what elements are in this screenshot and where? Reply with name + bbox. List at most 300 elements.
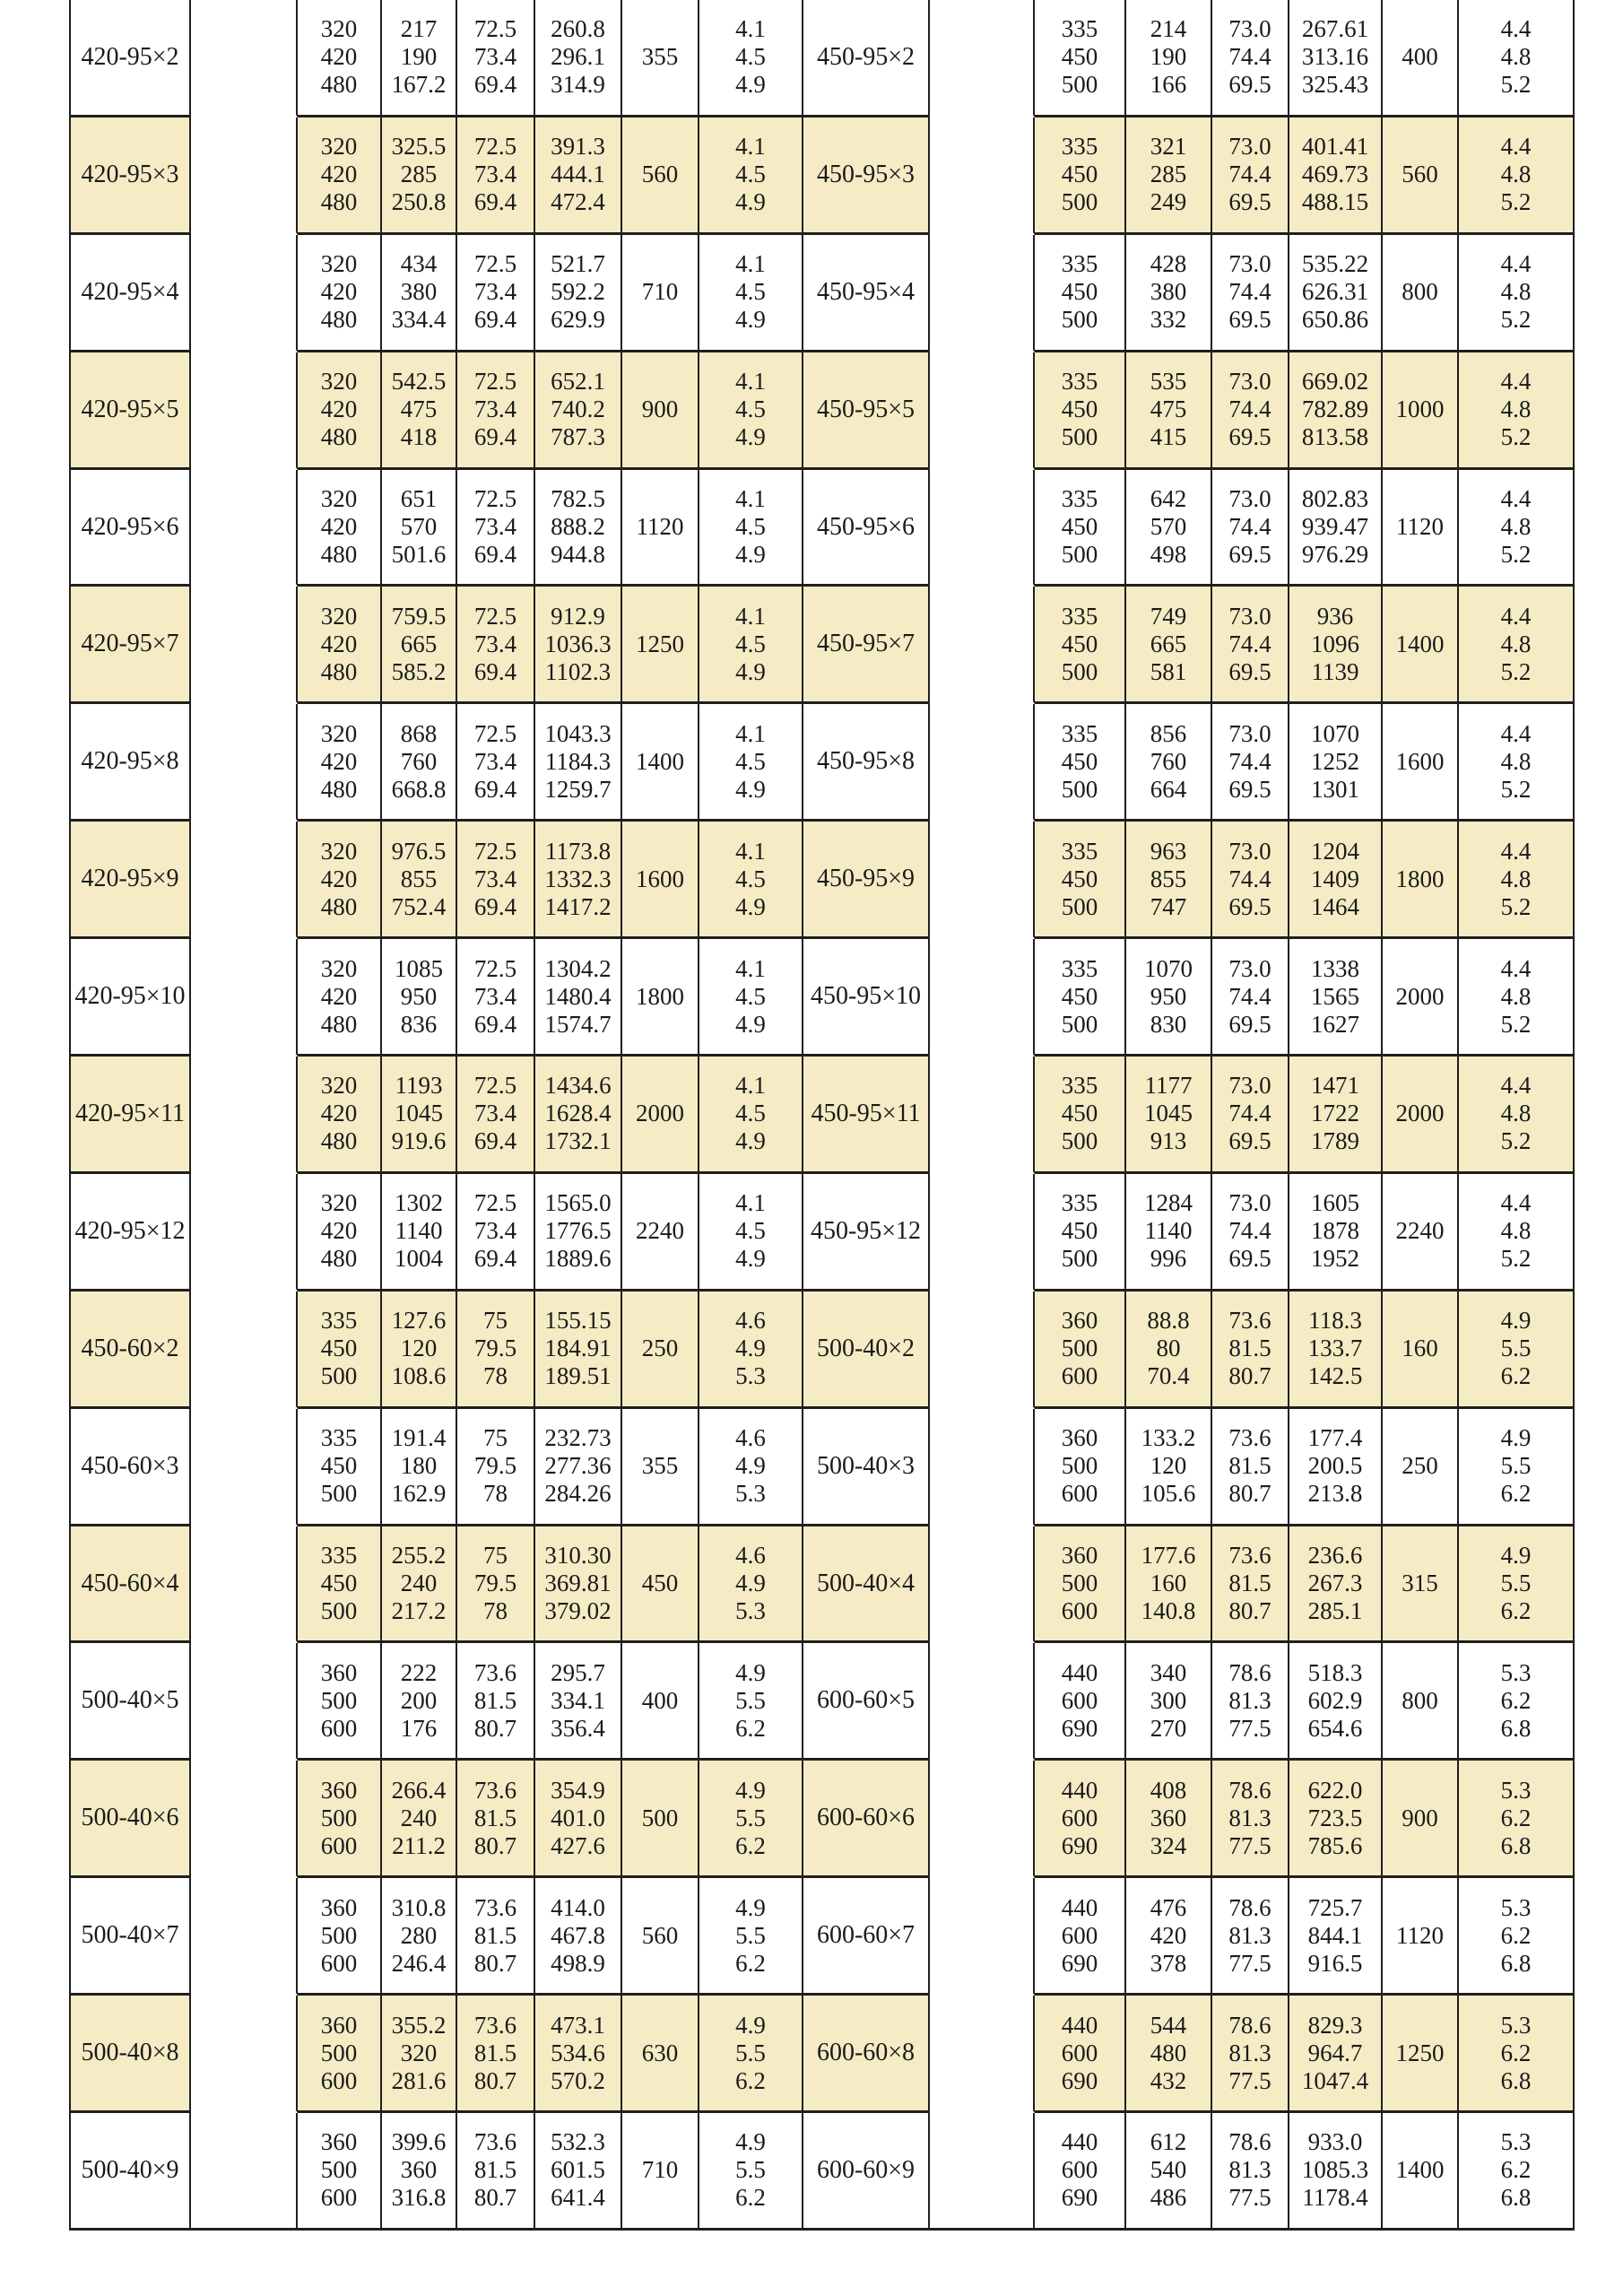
left-head-cell-value: 325.5 [391, 133, 447, 161]
left-efficiency-cell-value: 72.5 [473, 719, 517, 747]
left-power-cell-value: 444.1 [551, 161, 605, 188]
left-motor-cell-value: 560 [641, 161, 679, 188]
right-flow-cell-value: 440 [1061, 2128, 1098, 2156]
left-power-cell [535, 2113, 622, 2231]
left-head-cell-value: 434 [400, 250, 438, 278]
right-npsh-cell-value: 4.8 [1500, 161, 1532, 188]
right-model-cell-value: 450-95×5 [816, 395, 916, 423]
left-efficiency-cell-value: 69.4 [473, 892, 517, 920]
left-efficiency-cell-value: 73.4 [473, 747, 517, 775]
right-npsh-cell-value: 5.2 [1500, 71, 1532, 99]
right-power-cell-value: 782.89 [1301, 396, 1369, 423]
pump-table-grid [69, 0, 1575, 2231]
left-power-cell-value: 1480.4 [544, 982, 612, 1010]
right-npsh-cell-value: 6.8 [1500, 2066, 1532, 2094]
right-npsh-cell [1459, 1057, 1575, 1174]
left-motor-cell-value: 2240 [636, 1217, 684, 1245]
left-model-cell-value: 420-95×6 [81, 512, 179, 541]
left-power-cell-value: 1184.3 [544, 747, 612, 775]
right-flow-cell-value: 335 [1061, 1072, 1098, 1100]
left-head-cell-value: 1302 [395, 1189, 443, 1217]
left-motor-cell-value: 1600 [636, 865, 684, 892]
right-power-cell [1289, 0, 1383, 117]
left-efficiency-cell-value: 69.4 [473, 306, 517, 334]
left-flow-cell-value: 335 [320, 1542, 358, 1570]
left-flow-cell-value: 450 [320, 1570, 358, 1597]
right-head-cell-value: 88.8 [1147, 1307, 1190, 1335]
right-model-cell-value: 500-40×4 [816, 1569, 916, 1597]
right-efficiency-cell-value: 73.0 [1228, 1072, 1271, 1100]
right-npsh-cell-value: 4.8 [1500, 396, 1532, 423]
left-head-cell [382, 1292, 457, 1409]
left-power-cell [535, 1643, 622, 1761]
left-motor-cell [622, 1996, 699, 2113]
left-separator-cell [191, 1878, 298, 1996]
right-model-cell-value: 500-40×3 [816, 1451, 916, 1480]
left-flow-cell-value: 480 [320, 892, 358, 920]
left-npsh-cell-value: 4.6 [735, 1307, 766, 1335]
right-flow-cell-value: 335 [1061, 133, 1098, 161]
right-model-cell-value: 600-60×6 [816, 1804, 916, 1832]
right-efficiency-cell [1212, 704, 1289, 822]
left-npsh-cell-value: 4.9 [735, 306, 766, 334]
left-power-cell [535, 1761, 622, 1878]
right-head-cell-value: 428 [1150, 250, 1187, 278]
right-head-cell [1126, 1878, 1212, 1996]
left-model-cell [69, 1292, 191, 1409]
right-head-cell-value: 120 [1150, 1452, 1187, 1480]
left-efficiency-cell-value: 72.5 [473, 133, 517, 161]
right-npsh-cell-value: 4.8 [1500, 747, 1532, 775]
right-model-cell-value: 450-95×3 [816, 160, 916, 188]
left-power-cell-value: 334.1 [551, 1686, 605, 1714]
right-npsh-cell-value: 5.2 [1500, 306, 1532, 334]
right-npsh-cell-value: 6.8 [1500, 1949, 1532, 1977]
left-flow-cell-value: 420 [320, 396, 358, 423]
right-npsh-cell-value: 4.8 [1500, 1100, 1532, 1127]
left-npsh-cell-value: 6.2 [735, 1831, 766, 1859]
left-power-cell-value: 379.02 [544, 1597, 612, 1625]
right-head-cell [1126, 1174, 1212, 1292]
right-separator-cell [930, 1292, 1035, 1409]
right-model-cell [803, 117, 930, 235]
left-npsh-cell-value: 4.9 [735, 1335, 766, 1362]
left-head-cell [382, 117, 457, 235]
right-flow-cell [1035, 1761, 1126, 1878]
left-head-cell-value: 475 [400, 396, 438, 423]
right-efficiency-cell-value: 77.5 [1228, 1949, 1271, 1977]
left-flow-cell-value: 480 [320, 306, 358, 334]
right-efficiency-cell-value: 74.4 [1228, 865, 1271, 892]
left-head-cell-value: 127.6 [391, 1307, 447, 1335]
right-head-cell-value: 540 [1150, 2156, 1187, 2184]
left-model-cell-value: 420-95×4 [81, 277, 179, 306]
left-model-cell-value: 420-95×7 [81, 630, 179, 658]
right-model-cell [803, 587, 930, 704]
right-separator-cell [930, 117, 1035, 235]
left-motor-cell [622, 1643, 699, 1761]
right-npsh-cell-value: 6.2 [1500, 1686, 1532, 1714]
left-model-cell [69, 587, 191, 704]
right-power-cell-value: 602.9 [1307, 1686, 1363, 1714]
left-flow-cell-value: 600 [320, 1949, 358, 1977]
left-model-cell [69, 1057, 191, 1174]
right-motor-cell-value: 1400 [1395, 630, 1445, 657]
right-head-cell [1126, 1057, 1212, 1174]
right-flow-cell-value: 450 [1061, 161, 1098, 188]
left-motor-cell [622, 352, 699, 470]
right-head-cell-value: 1070 [1144, 954, 1193, 982]
left-head-cell-value: 1004 [395, 1245, 443, 1273]
left-flow-cell-value: 480 [320, 1127, 358, 1155]
right-npsh-cell [1459, 1878, 1575, 1996]
left-separator-cell [191, 822, 298, 939]
right-efficiency-cell-value: 69.5 [1228, 1245, 1271, 1273]
right-power-cell [1289, 587, 1383, 704]
left-power-cell-value: 641.4 [551, 2184, 605, 2212]
right-motor-cell-value: 2000 [1395, 1100, 1445, 1127]
right-efficiency-cell-value: 74.4 [1228, 513, 1271, 540]
right-flow-cell-value: 450 [1061, 43, 1098, 71]
left-head-cell [382, 822, 457, 939]
left-npsh-cell-value: 4.9 [735, 1776, 766, 1804]
right-flow-cell-value: 500 [1061, 306, 1098, 334]
left-power-cell-value: 912.9 [551, 602, 605, 630]
left-power-cell-value: 521.7 [551, 250, 605, 278]
left-efficiency-cell [457, 470, 535, 587]
right-efficiency-cell-value: 69.5 [1228, 306, 1271, 334]
right-npsh-cell [1459, 822, 1575, 939]
right-head-cell [1126, 470, 1212, 587]
left-head-cell-value: 240 [400, 1570, 438, 1597]
right-motor-cell [1383, 117, 1459, 235]
left-efficiency-cell-value: 69.4 [473, 188, 517, 216]
right-power-cell [1289, 2113, 1383, 2231]
right-efficiency-cell-value: 73.0 [1228, 133, 1271, 161]
right-flow-cell [1035, 1409, 1126, 1526]
right-flow-cell [1035, 1057, 1126, 1174]
right-flow-cell-value: 600 [1061, 1597, 1098, 1625]
left-flow-cell [298, 470, 382, 587]
right-power-cell-value: 785.6 [1307, 1831, 1363, 1859]
left-model-cell [69, 939, 191, 1057]
right-motor-cell [1383, 235, 1459, 352]
right-head-cell-value: 1045 [1144, 1100, 1193, 1127]
right-power-cell [1289, 704, 1383, 822]
left-npsh-cell-value: 4.5 [735, 747, 766, 775]
right-efficiency-cell [1212, 1526, 1289, 1644]
left-efficiency-cell-value: 73.4 [473, 396, 517, 423]
right-flow-cell [1035, 0, 1126, 117]
right-power-cell [1289, 470, 1383, 587]
right-efficiency-cell-value: 77.5 [1228, 1831, 1271, 1859]
right-flow-cell-value: 450 [1061, 747, 1098, 775]
left-head-cell-value: 976.5 [391, 837, 447, 865]
right-power-cell-value: 939.47 [1301, 513, 1369, 540]
right-npsh-cell-value: 4.4 [1500, 368, 1532, 396]
left-npsh-cell-value: 4.1 [735, 485, 766, 512]
right-npsh-cell-value: 4.9 [1500, 1424, 1532, 1452]
right-motor-cell [1383, 1292, 1459, 1409]
right-power-cell-value: 1471 [1311, 1072, 1359, 1100]
right-model-cell [803, 0, 930, 117]
left-flow-cell-value: 500 [320, 1686, 358, 1714]
left-flow-cell-value: 600 [320, 1831, 358, 1859]
left-efficiency-cell-value: 73.4 [473, 1217, 517, 1245]
right-head-cell-value: 1284 [1144, 1189, 1193, 1217]
left-npsh-cell-value: 4.9 [735, 1570, 766, 1597]
left-efficiency-cell-value: 79.5 [473, 1570, 517, 1597]
left-npsh-cell [699, 235, 803, 352]
right-head-cell [1126, 1643, 1212, 1761]
right-power-cell-value: 626.31 [1301, 278, 1369, 306]
right-power-cell-value: 964.7 [1307, 2039, 1363, 2066]
left-motor-cell [622, 704, 699, 822]
left-npsh-cell [699, 2113, 803, 2231]
right-efficiency-cell [1212, 235, 1289, 352]
left-efficiency-cell [457, 1174, 535, 1292]
right-motor-cell-value: 2240 [1395, 1217, 1445, 1245]
right-flow-cell-value: 690 [1061, 1831, 1098, 1859]
right-motor-cell [1383, 822, 1459, 939]
left-efficiency-cell-value: 72.5 [473, 485, 517, 512]
right-head-cell-value: 544 [1150, 2011, 1187, 2039]
right-power-cell-value: 650.86 [1301, 306, 1369, 334]
right-head-cell-value: 324 [1150, 1831, 1187, 1859]
left-efficiency-cell-value: 75 [483, 1424, 508, 1452]
left-motor-cell [622, 470, 699, 587]
left-power-cell-value: 401.0 [551, 1804, 605, 1831]
left-head-cell [382, 1174, 457, 1292]
left-efficiency-cell-value: 69.4 [473, 1010, 517, 1038]
left-npsh-cell-value: 4.9 [735, 892, 766, 920]
left-npsh-cell-value: 4.1 [735, 719, 766, 747]
left-head-cell-value: 200 [400, 1686, 438, 1714]
left-power-cell-value: 1036.3 [544, 630, 612, 657]
right-power-cell-value: 518.3 [1307, 1658, 1363, 1686]
right-npsh-cell-value: 4.8 [1500, 982, 1532, 1010]
left-flow-cell [298, 1761, 382, 1878]
right-separator-cell [930, 1174, 1035, 1292]
right-efficiency-cell-value: 81.5 [1228, 1570, 1271, 1597]
left-head-cell-value: 585.2 [391, 657, 447, 685]
left-head-cell [382, 2113, 457, 2231]
left-model-cell [69, 1643, 191, 1761]
left-efficiency-cell-value: 73.4 [473, 630, 517, 657]
left-motor-cell [622, 1526, 699, 1644]
right-npsh-cell-value: 4.4 [1500, 954, 1532, 982]
left-efficiency-cell [457, 2113, 535, 2231]
right-efficiency-cell [1212, 1643, 1289, 1761]
left-power-cell [535, 704, 622, 822]
right-head-cell [1126, 587, 1212, 704]
left-motor-cell-value: 1250 [636, 630, 684, 657]
left-head-cell-value: 266.4 [391, 1776, 447, 1804]
right-efficiency-cell-value: 81.3 [1228, 1921, 1271, 1949]
left-model-cell [69, 235, 191, 352]
left-power-cell-value: 314.9 [551, 71, 605, 99]
right-npsh-cell-value: 4.4 [1500, 719, 1532, 747]
left-motor-cell [622, 235, 699, 352]
right-motor-cell [1383, 704, 1459, 822]
left-npsh-cell [699, 1292, 803, 1409]
right-power-cell-value: 1627 [1311, 1010, 1359, 1038]
right-efficiency-cell-value: 73.0 [1228, 954, 1271, 982]
left-flow-cell-value: 480 [320, 1010, 358, 1038]
pump-performance-table [69, 0, 1575, 2231]
right-npsh-cell-value: 4.9 [1500, 1542, 1532, 1570]
left-power-cell-value: 277.36 [544, 1452, 612, 1480]
left-npsh-cell-value: 5.5 [735, 1686, 766, 1714]
right-model-cell [803, 1174, 930, 1292]
left-head-cell-value: 176 [400, 1714, 438, 1742]
left-head-cell-value: 570 [400, 513, 438, 540]
left-efficiency-cell-value: 69.4 [473, 1127, 517, 1155]
left-flow-cell-value: 450 [320, 1452, 358, 1480]
right-power-cell-value: 1070 [1311, 719, 1359, 747]
left-model-cell-value: 450-60×4 [81, 1569, 179, 1597]
left-motor-cell [622, 587, 699, 704]
left-npsh-cell-value: 5.5 [735, 1921, 766, 1949]
right-npsh-cell-value: 4.4 [1500, 485, 1532, 512]
right-head-cell [1126, 1526, 1212, 1644]
right-npsh-cell-value: 6.2 [1500, 1480, 1532, 1508]
left-head-cell-value: 316.8 [391, 2184, 447, 2212]
left-efficiency-cell-value: 69.4 [473, 1245, 517, 1273]
right-head-cell-value: 432 [1150, 2066, 1187, 2094]
right-flow-cell-value: 450 [1061, 630, 1098, 657]
right-power-cell-value: 1878 [1311, 1217, 1359, 1245]
left-motor-cell-value: 1120 [636, 513, 684, 540]
left-power-cell-value: 944.8 [551, 541, 605, 568]
right-head-cell-value: 855 [1150, 865, 1187, 892]
left-npsh-cell [699, 704, 803, 822]
right-power-cell-value: 285.1 [1307, 1597, 1363, 1625]
right-model-cell-value: 450-95×10 [810, 982, 922, 1011]
right-efficiency-cell-value: 73.6 [1228, 1307, 1271, 1335]
left-flow-cell [298, 235, 382, 352]
right-npsh-cell-value: 4.8 [1500, 278, 1532, 306]
left-model-cell [69, 117, 191, 235]
left-power-cell-value: 1173.8 [544, 837, 612, 865]
right-flow-cell-value: 500 [1061, 1335, 1098, 1362]
left-flow-cell-value: 360 [320, 2128, 358, 2156]
left-motor-cell [622, 1409, 699, 1526]
left-power-cell [535, 1526, 622, 1644]
right-power-cell-value: 936 [1316, 602, 1354, 630]
right-flow-cell-value: 335 [1061, 485, 1098, 512]
left-motor-cell-value: 900 [641, 396, 679, 423]
right-efficiency-cell-value: 81.5 [1228, 1335, 1271, 1362]
left-power-cell-value: 1434.6 [544, 1072, 612, 1100]
right-motor-cell-value: 1250 [1395, 2039, 1445, 2066]
right-efficiency-cell-value: 69.5 [1228, 71, 1271, 99]
right-efficiency-cell [1212, 1409, 1289, 1526]
right-head-cell-value: 570 [1150, 513, 1187, 540]
left-efficiency-cell [457, 1292, 535, 1409]
right-npsh-cell-value: 5.2 [1500, 1127, 1532, 1155]
left-efficiency-cell-value: 81.5 [473, 2156, 517, 2184]
left-head-cell-value: 399.6 [391, 2128, 447, 2156]
left-npsh-cell [699, 1174, 803, 1292]
left-flow-cell-value: 420 [320, 43, 358, 71]
right-model-cell-value: 600-60×7 [816, 1921, 916, 1950]
right-flow-cell-value: 500 [1061, 1245, 1098, 1273]
right-efficiency-cell-value: 73.6 [1228, 1542, 1271, 1570]
left-motor-cell-value: 1400 [636, 747, 684, 775]
left-flow-cell-value: 335 [320, 1307, 358, 1335]
left-model-cell [69, 1526, 191, 1644]
left-efficiency-cell [457, 1878, 535, 1996]
left-efficiency-cell-value: 78 [483, 1597, 508, 1625]
left-power-cell [535, 822, 622, 939]
right-motor-cell-value: 160 [1402, 1335, 1438, 1362]
right-efficiency-cell-value: 74.4 [1228, 43, 1271, 71]
left-npsh-cell-value: 4.9 [735, 1452, 766, 1480]
right-power-cell-value: 133.7 [1307, 1335, 1363, 1362]
right-motor-cell [1383, 0, 1459, 117]
left-efficiency-cell [457, 117, 535, 235]
right-head-cell-value: 270 [1150, 1714, 1187, 1742]
right-flow-cell-value: 360 [1061, 1307, 1098, 1335]
left-flow-cell-value: 320 [320, 1072, 358, 1100]
left-efficiency-cell-value: 80.7 [473, 1714, 517, 1742]
right-power-cell-value: 1252 [1311, 747, 1359, 775]
right-efficiency-cell-value: 74.4 [1228, 161, 1271, 188]
right-npsh-cell-value: 6.2 [1500, 1362, 1532, 1390]
right-head-cell [1126, 352, 1212, 470]
right-head-cell-value: 830 [1150, 1010, 1187, 1038]
left-power-cell [535, 235, 622, 352]
right-efficiency-cell-value: 69.5 [1228, 775, 1271, 803]
left-power-cell-value: 356.4 [551, 1714, 605, 1742]
right-efficiency-cell-value: 73.0 [1228, 837, 1271, 865]
left-motor-cell [622, 1174, 699, 1292]
right-npsh-cell-value: 4.9 [1500, 1307, 1532, 1335]
right-power-cell-value: 325.43 [1301, 71, 1369, 99]
left-npsh-cell-value: 4.9 [735, 657, 766, 685]
right-flow-cell-value: 450 [1061, 513, 1098, 540]
right-npsh-cell [1459, 0, 1575, 117]
right-efficiency-cell-value: 73.0 [1228, 250, 1271, 278]
left-npsh-cell-value: 4.5 [735, 630, 766, 657]
right-flow-cell [1035, 470, 1126, 587]
right-model-cell-value: 450-95×11 [811, 1099, 921, 1127]
left-power-cell-value: 155.15 [544, 1307, 612, 1335]
left-efficiency-cell-value: 73.6 [473, 1893, 517, 1921]
left-npsh-cell [699, 939, 803, 1057]
left-npsh-cell-value: 4.9 [735, 541, 766, 568]
left-flow-cell-value: 420 [320, 278, 358, 306]
right-flow-cell-value: 335 [1061, 954, 1098, 982]
left-power-cell [535, 0, 622, 117]
right-motor-cell [1383, 1174, 1459, 1292]
right-motor-cell-value: 315 [1402, 1570, 1438, 1597]
right-efficiency-cell-value: 81.3 [1228, 1804, 1271, 1831]
left-flow-cell [298, 2113, 382, 2231]
right-flow-cell [1035, 1292, 1126, 1409]
left-power-cell-value: 787.3 [551, 423, 605, 451]
right-power-cell-value: 1096 [1311, 630, 1359, 657]
left-power-cell-value: 1304.2 [544, 954, 612, 982]
right-flow-cell-value: 500 [1061, 1452, 1098, 1480]
left-power-cell-value: 1574.7 [544, 1010, 612, 1038]
right-power-cell [1289, 1526, 1383, 1644]
left-flow-cell-value: 500 [320, 1362, 358, 1390]
left-head-cell-value: 836 [400, 1010, 438, 1038]
right-separator-cell [930, 939, 1035, 1057]
left-efficiency-cell-value: 73.6 [473, 1776, 517, 1804]
